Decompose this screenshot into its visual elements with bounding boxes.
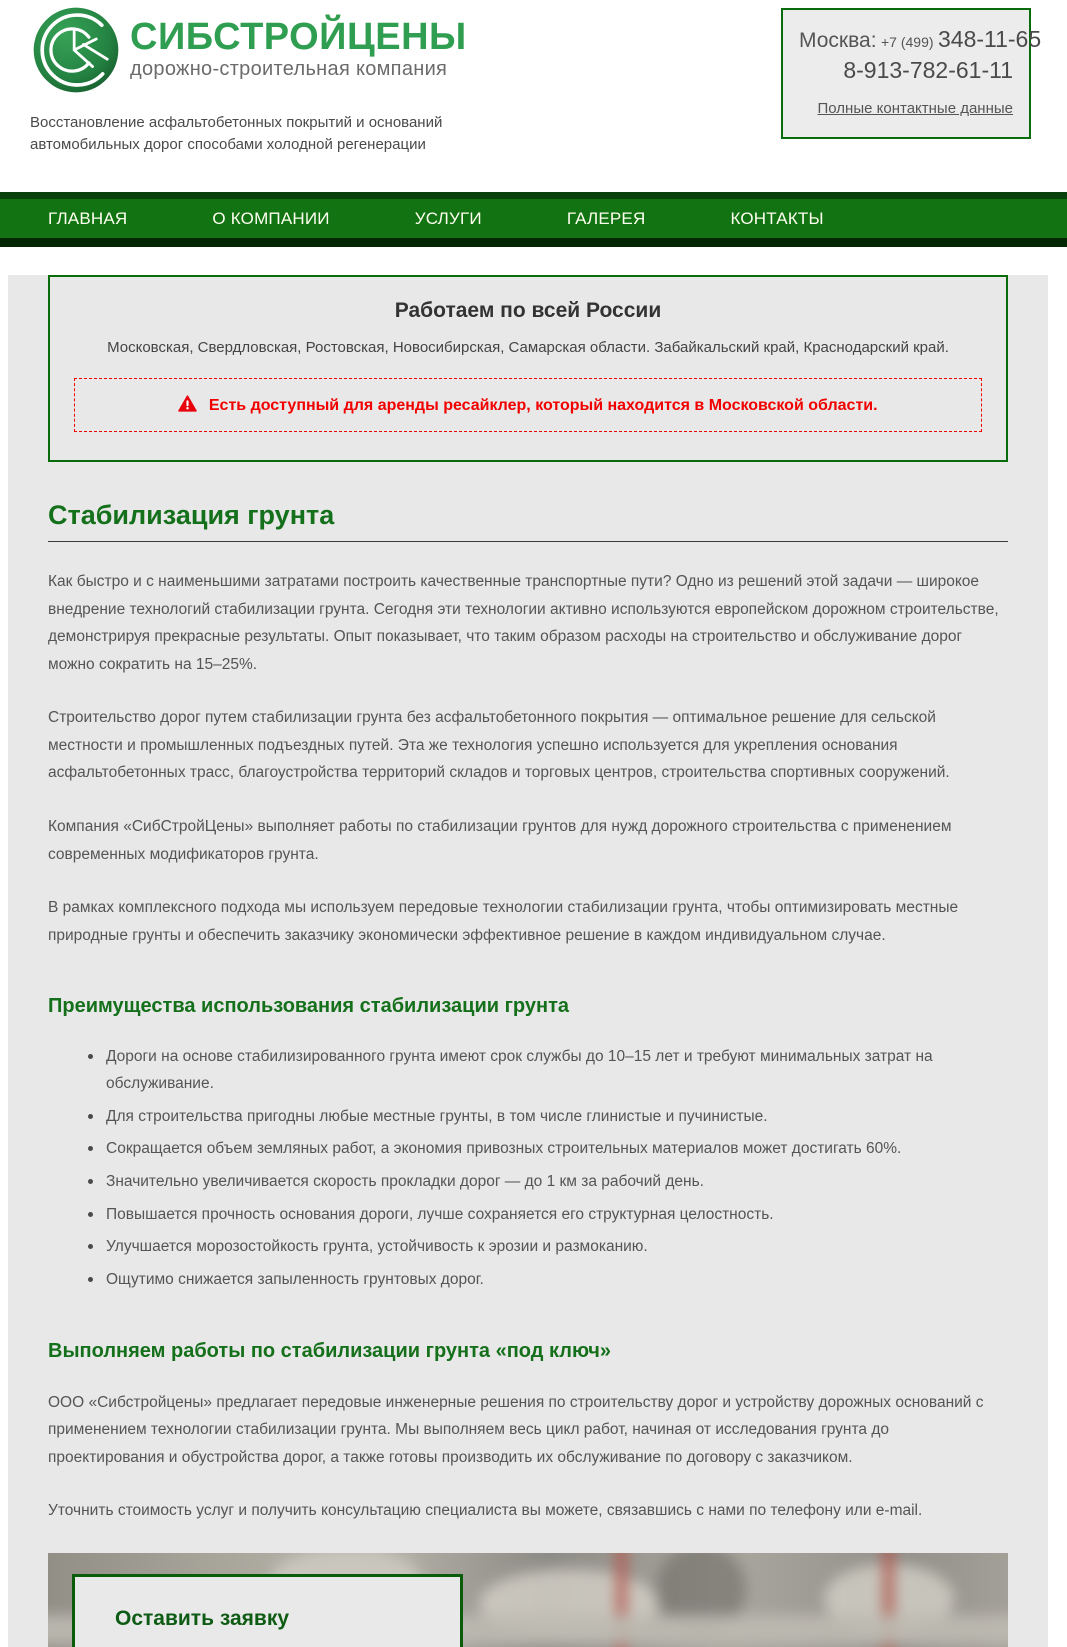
- leave-request-label: Оставить заявку: [115, 1606, 290, 1630]
- phone-line-moscow: [799, 26, 1042, 53]
- benefit-item: Сокращается объем земляных работ, а экономия привозных строительных материалов может достигать 60%.: [88, 1136, 1008, 1163]
- logo[interactable]: [30, 4, 470, 96]
- coverage-box: [48, 275, 1008, 462]
- benefit-item: Улучшается морозостойкость грунта, устойчивость к эрозии и размоканию.: [88, 1234, 1008, 1261]
- company-tagline: Восстановление асфальтобетонных покрытий и оснований автомобильных дорог способами холодной регенерации: [30, 114, 443, 153]
- nav-item-home[interactable]: ГЛАВНАЯ: [48, 208, 128, 228]
- main-navigation: [0, 192, 1067, 247]
- coverage-regions: Московская, Свердловская, Ростовская, Новосибирская, Самарская области. Забайкальский край, Краснодарский край.: [107, 339, 949, 356]
- logo-text: [130, 4, 467, 81]
- phone-number-secondary: 8-913-782-61-11: [843, 57, 1013, 83]
- benefit-item: Для строительства пригодны любые местные грунты, в том числе глинистые и пучинистые.: [88, 1104, 1008, 1131]
- benefit-item: Значительно увеличивается скорость прокладки дорог — до 1 км за рабочий день.: [88, 1169, 1008, 1196]
- phone-prefix: +7 (499): [880, 34, 934, 50]
- intro-paragraph: Компания «СибСтройЦены» выполняет работы по стабилизации грунтов для нужд дорожного строительства с применением современных модификаторов грунта.: [48, 818, 952, 863]
- coverage-title: Работаем по всей России: [394, 299, 662, 322]
- header-left: [30, 4, 470, 156]
- nav-item-contacts[interactable]: КОНТАКТЫ: [730, 208, 824, 228]
- alert-text: Есть доступный для аренды ресайклер, который находится в Московской области.: [208, 397, 878, 414]
- page-title: Стабилизация грунта: [48, 500, 1008, 542]
- benefit-item: Повышается прочность основания дороги, лучше сохраняется его структурная целостность.: [88, 1202, 1008, 1229]
- recycler-alert: [74, 378, 982, 432]
- benefit-item: Дороги на основе стабилизированного грунта имеют срок службы до 10–15 лет и требуют минимальных затрат на обслуживание.: [88, 1044, 1008, 1097]
- turnkey-paragraph: ООО «Сибстройцены» предлагает передовые инженерные решения по строительству дорог и устройству дорожных оснований с применением технологии стабилизации грунта. Мы выполняем весь цикл работ, начиная от исследования грунта до проектирования и обустройства дорог, а также готовы производить их обслуживание по договору с заказчиком.: [48, 1393, 984, 1466]
- full-contacts-link[interactable]: Полные контактные данные: [817, 100, 1013, 117]
- company-descriptor: дорожно-строительная компания: [130, 58, 448, 80]
- nav-item-services[interactable]: УСЛУГИ: [414, 208, 482, 228]
- machinery-photo: [48, 1553, 1008, 1647]
- contact-box: [781, 8, 1042, 139]
- company-logo-icon: [30, 4, 122, 96]
- warning-icon: [178, 395, 197, 412]
- city-label: Москва:: [799, 29, 877, 52]
- content-wrapper: [8, 275, 1048, 1647]
- leave-request-button[interactable]: [72, 1574, 463, 1647]
- benefits-heading: Преимущества использования стабилизации грунта: [48, 995, 569, 1018]
- nav-item-about[interactable]: О КОМПАНИИ: [212, 208, 330, 228]
- benefit-item: Ощутимо снижается запыленность грунтовых дорог.: [88, 1267, 1008, 1294]
- intro-paragraph: В рамках комплексного подхода мы используем передовые технологии стабилизации грунта, чтобы оптимизировать местные природные грунты и обеспечить заказчику экономически эффективное решение в каждом индивидуальном случае.: [48, 899, 959, 944]
- company-name: СИБСТРОЙЦЕНЫ: [130, 16, 467, 58]
- turnkey-heading: Выполняем работы по стабилизации грунта «под ключ»: [48, 1339, 611, 1362]
- article: [8, 500, 1048, 1647]
- benefits-list: [48, 1044, 1008, 1293]
- nav-item-gallery[interactable]: ГАЛЕРЕЯ: [566, 208, 646, 228]
- intro-paragraph: Строительство дорог путем стабилизации грунта без асфальтобетонного покрытия — оптимальное решение для сельской местности и промышленных подъездных путей. Эта же технология успешно используется для укрепления основания асфальтобетонных трасс, благоустройства территорий складов и торговых центров, строительства спортивных сооружений.: [48, 709, 950, 782]
- page-header: [0, 0, 1067, 192]
- phone-number-primary: 348-11-65: [937, 26, 1042, 52]
- turnkey-paragraph: Уточнить стоимость услуг и получить консультацию специалиста вы можете, связавшись с нами по телефону или e-mail.: [48, 1502, 923, 1520]
- intro-paragraph: Как быстро и с наименьшими затратами построить качественные транспортные пути? Одно из решений этой задачи — широкое внедрение технологий стабилизации грунта. Сегодня эти технологии активно используются европейском дорожном строительстве, демонстрируя прекрасные результаты. Опыт показывает, что таким образом расходы на строительство и обслуживание дорог можно сократить на 15–25%.: [48, 573, 999, 673]
